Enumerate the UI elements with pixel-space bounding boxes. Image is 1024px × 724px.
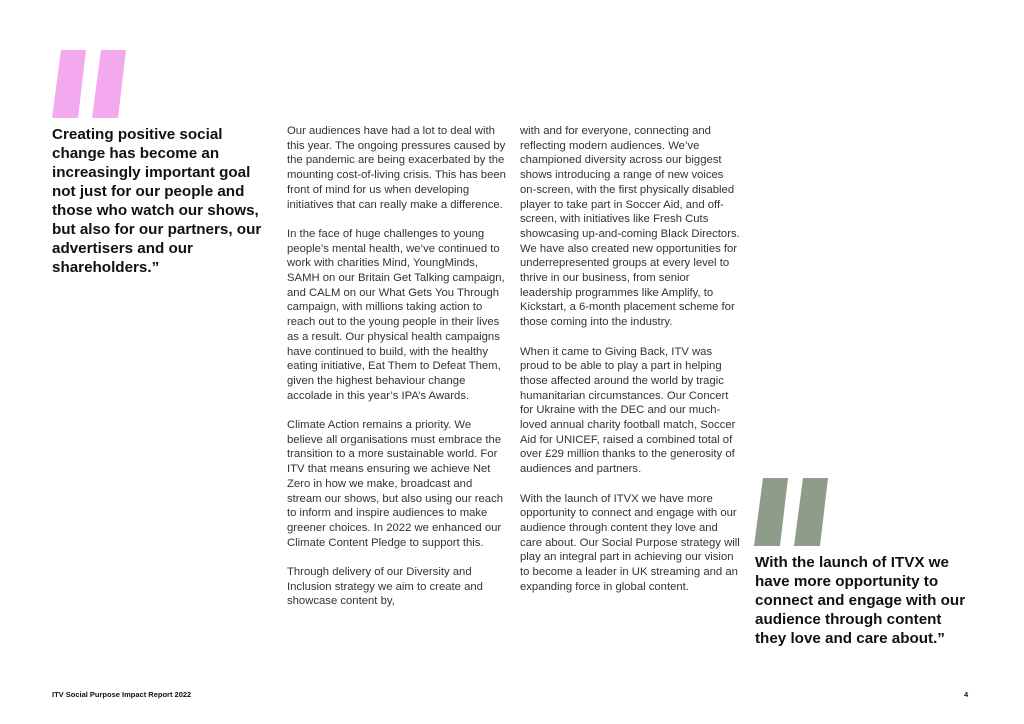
pull-quote-primary: Creating positive social change has become an increasingly important goal not just for our people and those who watch our shows, but also for our partners, our advertisers and our shareholders.” — [52, 126, 262, 276]
quote-mark-left-stroke — [754, 478, 788, 546]
body-paragraph: When it came to Giving Back, ITV was proud to be able to play a part in helping those affected around the world by tragic humanitarian circumstances. Our Concert for Ukraine with the DEC and our much-loved annual charity football match, Soccer Aid for UNICEF, raised a combined total of over £29 million thanks to the generosity of audiences and partners. — [520, 345, 736, 476]
footer-report-title: ITV Social Purpose Impact Report 2022 — [52, 690, 192, 699]
body-paragraph: with and for everyone, connecting and reflecting modern audiences. We’ve championed diversity across our biggest shows introducing a range of new voices on-screen, with the first physically disabled player to take part in Soccer Aid, and off-screen, with initiatives like Fresh Cuts showcasing up-and-coming Black Directors. We have also created new opportunities for underrepresented groups at every level to thrive in our business, from senior leadership programmes like Amplify, to Kickstart, a 6-month placement scheme for those coming into the industry. — [520, 125, 740, 329]
body-column-1 — [287, 124, 509, 609]
body-paragraph: In the face of huge challenges to young people’s mental health, we’ve continued to work with charities Mind, YoungMinds, SAMH on our Britain Get Talking campaign, and CALM on our What Gets You Through campaign, with millions taking action to reach out to the young people in their lives as a result. Our physical health campaigns have continued to build, with the healthy eating initiative, Eat Them to Defeat Them, given the highest behaviour change accolade in this year’s IPA’s Awards. — [287, 227, 505, 402]
quote-mark-icon — [52, 50, 130, 118]
body-paragraph: Our audiences have had a lot to deal with this year. The ongoing pressures caused by the pandemic are being exacerbated by the mounting cost-of-living crisis. This has been front of mind for us when developing initiatives that can really make a difference. — [287, 125, 506, 211]
quote-mark-right-stroke — [794, 478, 828, 546]
body-column-2 — [520, 124, 740, 594]
pull-quote-secondary: With the launch of ITVX we have more opportunity to connect and engage with our audience through content they love and care about.” — [755, 554, 966, 647]
quote-mark-left-stroke — [52, 50, 86, 118]
quote-mark-icon — [754, 478, 832, 546]
page-number: 4 — [964, 690, 969, 699]
body-paragraph: With the launch of ITVX we have more opportunity to connect and engage with our audience through content they love and care about. Our Social Purpose strategy will play an integral part in achieving our vision to become a leader in UK streaming and an expanding force in global content. — [520, 492, 740, 593]
body-paragraph: Climate Action remains a priority. We believe all organisations must embrace the transition to a more sustainable world. For ITV that means ensuring we achieve Net Zero in how we make, broadcast and stream our shows, but also using our reach to inform and inspire audiences to make greener choices. In 2022 we enhanced our Climate Content Pledge to support this. — [287, 419, 504, 549]
body-paragraph: Through delivery of our Diversity and Inclusion strategy we aim to create and showcase content by, — [287, 566, 483, 608]
quote-mark-right-stroke — [92, 50, 126, 118]
